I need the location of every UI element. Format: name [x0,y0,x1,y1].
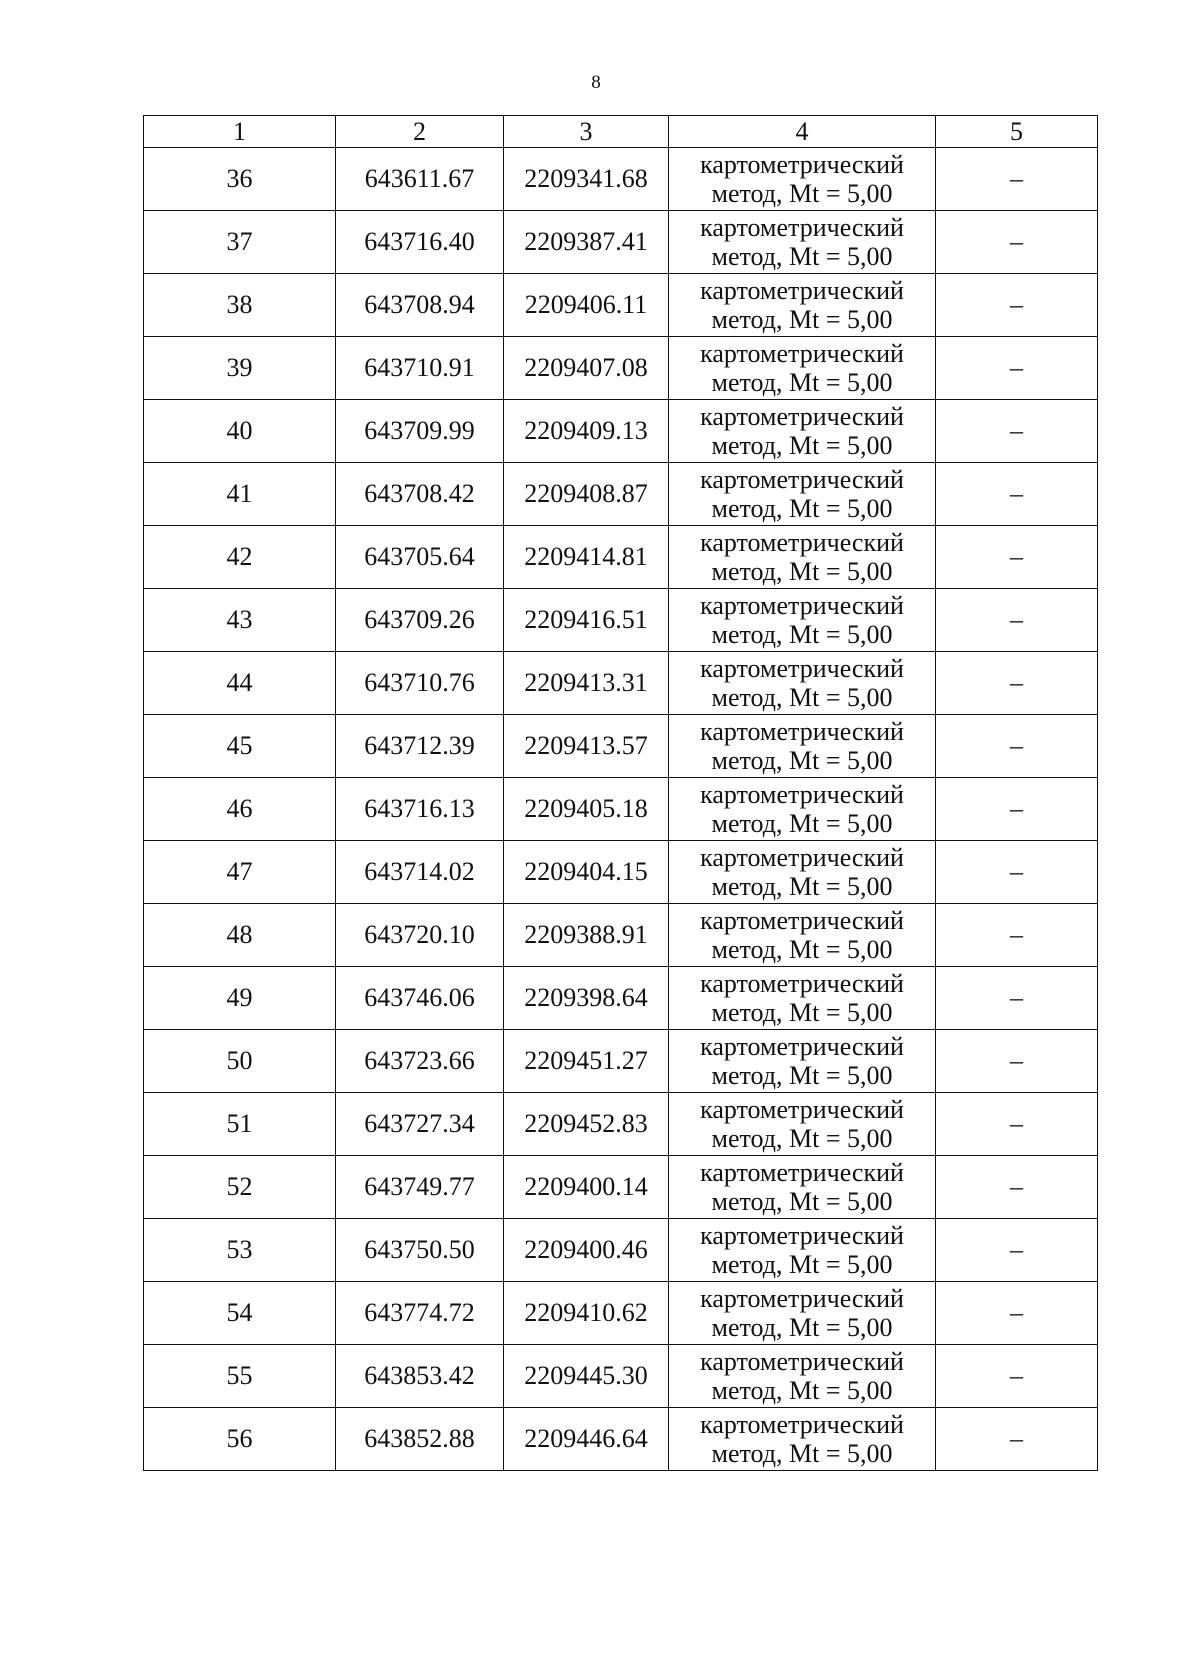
method-line-2: метод, Mt = 5,00 [711,620,893,649]
method-cell [669,1030,936,1093]
x-coordinate-cell: 643716.40 [336,211,504,274]
table-row [144,652,1098,715]
note-cell: – [936,1093,1098,1156]
table-row [144,274,1098,337]
method-line-1: картометрический [700,528,904,557]
table-row [144,715,1098,778]
note-cell: – [936,967,1098,1030]
y-coordinate-cell: 2209405.18 [504,778,669,841]
table-row [144,967,1098,1030]
header-cell-4: 4 [669,116,936,148]
method-line-1: картометрический [700,1221,904,1250]
table-body [144,148,1098,1471]
point-number-cell: 39 [144,337,336,400]
method-line-1: картометрический [700,717,904,746]
note-cell: – [936,400,1098,463]
x-coordinate-cell: 643723.66 [336,1030,504,1093]
table-row [144,463,1098,526]
point-number-cell: 36 [144,148,336,211]
table-row [144,1093,1098,1156]
note-cell: – [936,211,1098,274]
x-coordinate-cell: 643774.72 [336,1282,504,1345]
table-row [144,400,1098,463]
method-line-2: метод, Mt = 5,00 [711,242,893,271]
method-line-1: картометрический [700,780,904,809]
point-number-cell: 38 [144,274,336,337]
y-coordinate-cell: 2209400.46 [504,1219,669,1282]
y-coordinate-cell: 2209387.41 [504,211,669,274]
method-cell [669,778,936,841]
table-row [144,1408,1098,1471]
method-line-2: метод, Mt = 5,00 [711,1061,893,1090]
y-coordinate-cell: 2209341.68 [504,148,669,211]
method-line-2: метод, Mt = 5,00 [711,1124,893,1153]
y-coordinate-cell: 2209416.51 [504,589,669,652]
note-cell: – [936,904,1098,967]
y-coordinate-cell: 2209398.64 [504,967,669,1030]
note-cell: – [936,778,1098,841]
note-cell: – [936,1408,1098,1471]
method-cell [669,841,936,904]
method-line-2: метод, Mt = 5,00 [711,179,893,208]
point-number-cell: 53 [144,1219,336,1282]
table-row [144,211,1098,274]
method-cell [669,1219,936,1282]
note-cell: – [936,148,1098,211]
method-line-1: картометрический [700,1347,904,1376]
x-coordinate-cell: 643708.42 [336,463,504,526]
table-row [144,589,1098,652]
method-cell [669,526,936,589]
method-line-2: метод, Mt = 5,00 [711,305,893,334]
note-cell: – [936,589,1098,652]
point-number-cell: 51 [144,1093,336,1156]
method-line-2: метод, Mt = 5,00 [711,935,893,964]
note-cell: – [936,463,1098,526]
method-line-1: картометрический [700,1284,904,1313]
method-cell [669,652,936,715]
method-line-1: картометрический [700,402,904,431]
y-coordinate-cell: 2209406.11 [504,274,669,337]
point-number-cell: 45 [144,715,336,778]
table-row [144,1345,1098,1408]
x-coordinate-cell: 643705.64 [336,526,504,589]
point-number-cell: 50 [144,1030,336,1093]
y-coordinate-cell: 2209451.27 [504,1030,669,1093]
method-line-1: картометрический [700,1095,904,1124]
method-line-2: метод, Mt = 5,00 [711,557,893,586]
y-coordinate-cell: 2209414.81 [504,526,669,589]
method-line-1: картометрический [700,1032,904,1061]
method-line-1: картометрический [700,276,904,305]
method-line-2: метод, Mt = 5,00 [711,368,893,397]
method-cell [669,337,936,400]
y-coordinate-cell: 2209452.83 [504,1093,669,1156]
method-cell [669,589,936,652]
method-line-1: картометрический [700,213,904,242]
method-cell [669,1282,936,1345]
method-cell [669,211,936,274]
y-coordinate-cell: 2209413.57 [504,715,669,778]
note-cell: – [936,1156,1098,1219]
y-coordinate-cell: 2209400.14 [504,1156,669,1219]
y-coordinate-cell: 2209445.30 [504,1345,669,1408]
table-row [144,148,1098,211]
method-line-1: картометрический [700,591,904,620]
method-cell [669,715,936,778]
note-cell: – [936,652,1098,715]
method-line-1: картометрический [700,465,904,494]
point-number-cell: 54 [144,1282,336,1345]
note-cell: – [936,274,1098,337]
page-number: 8 [591,72,601,93]
header-cell-5: 5 [936,116,1098,148]
method-line-2: метод, Mt = 5,00 [711,1250,893,1279]
y-coordinate-cell: 2209410.62 [504,1282,669,1345]
method-line-2: метод, Mt = 5,00 [711,683,893,712]
table-row [144,526,1098,589]
x-coordinate-cell: 643611.67 [336,148,504,211]
method-line-2: метод, Mt = 5,00 [711,431,893,460]
x-coordinate-cell: 643714.02 [336,841,504,904]
note-cell: – [936,715,1098,778]
table-row [144,778,1098,841]
x-coordinate-cell: 643749.77 [336,1156,504,1219]
method-line-2: метод, Mt = 5,00 [711,872,893,901]
table-row [144,1156,1098,1219]
header-cell-3: 3 [504,116,669,148]
point-number-cell: 40 [144,400,336,463]
method-line-1: картометрический [700,150,904,179]
method-cell [669,463,936,526]
point-number-cell: 42 [144,526,336,589]
note-cell: – [936,1219,1098,1282]
header-cell-1: 1 [144,116,336,148]
table-row [144,337,1098,400]
method-cell [669,967,936,1030]
method-line-2: метод, Mt = 5,00 [711,998,893,1027]
point-number-cell: 37 [144,211,336,274]
method-line-2: метод, Mt = 5,00 [711,746,893,775]
x-coordinate-cell: 643750.50 [336,1219,504,1282]
y-coordinate-cell: 2209409.13 [504,400,669,463]
note-cell: – [936,1345,1098,1408]
point-number-cell: 56 [144,1408,336,1471]
header-row [144,116,1098,148]
y-coordinate-cell: 2209408.87 [504,463,669,526]
table-header [144,116,1098,148]
note-cell: – [936,841,1098,904]
note-cell: – [936,1282,1098,1345]
method-cell [669,1156,936,1219]
method-cell [669,904,936,967]
note-cell: – [936,1030,1098,1093]
coordinates-table [143,115,1098,1471]
method-line-2: метод, Mt = 5,00 [711,809,893,838]
table-row [144,1219,1098,1282]
method-line-2: метод, Mt = 5,00 [711,494,893,523]
method-line-2: метод, Mt = 5,00 [711,1313,893,1342]
x-coordinate-cell: 643709.99 [336,400,504,463]
point-number-cell: 52 [144,1156,336,1219]
method-line-1: картометрический [700,1158,904,1187]
point-number-cell: 46 [144,778,336,841]
y-coordinate-cell: 2209388.91 [504,904,669,967]
method-line-2: метод, Mt = 5,00 [711,1187,893,1216]
note-cell: – [936,526,1098,589]
y-coordinate-cell: 2209413.31 [504,652,669,715]
x-coordinate-cell: 643710.91 [336,337,504,400]
y-coordinate-cell: 2209407.08 [504,337,669,400]
table-row [144,904,1098,967]
method-cell [669,400,936,463]
method-cell [669,274,936,337]
method-line-1: картометрический [700,969,904,998]
point-number-cell: 55 [144,1345,336,1408]
method-cell [669,148,936,211]
point-number-cell: 48 [144,904,336,967]
point-number-cell: 49 [144,967,336,1030]
note-cell: – [936,337,1098,400]
y-coordinate-cell: 2209446.64 [504,1408,669,1471]
method-line-2: метод, Mt = 5,00 [711,1376,893,1405]
header-cell-2: 2 [336,116,504,148]
method-line-1: картометрический [700,1410,904,1439]
method-line-1: картометрический [700,843,904,872]
x-coordinate-cell: 643746.06 [336,967,504,1030]
x-coordinate-cell: 643853.42 [336,1345,504,1408]
x-coordinate-cell: 643708.94 [336,274,504,337]
method-line-1: картометрический [700,654,904,683]
point-number-cell: 41 [144,463,336,526]
method-line-2: метод, Mt = 5,00 [711,1439,893,1468]
table-row [144,1030,1098,1093]
point-number-cell: 43 [144,589,336,652]
x-coordinate-cell: 643709.26 [336,589,504,652]
method-line-1: картометрический [700,339,904,368]
x-coordinate-cell: 643710.76 [336,652,504,715]
method-cell [669,1345,936,1408]
table-row [144,841,1098,904]
y-coordinate-cell: 2209404.15 [504,841,669,904]
x-coordinate-cell: 643716.13 [336,778,504,841]
x-coordinate-cell: 643712.39 [336,715,504,778]
method-cell [669,1408,936,1471]
method-line-1: картометрический [700,906,904,935]
x-coordinate-cell: 643727.34 [336,1093,504,1156]
point-number-cell: 47 [144,841,336,904]
method-cell [669,1093,936,1156]
point-number-cell: 44 [144,652,336,715]
x-coordinate-cell: 643720.10 [336,904,504,967]
table-row [144,1282,1098,1345]
x-coordinate-cell: 643852.88 [336,1408,504,1471]
